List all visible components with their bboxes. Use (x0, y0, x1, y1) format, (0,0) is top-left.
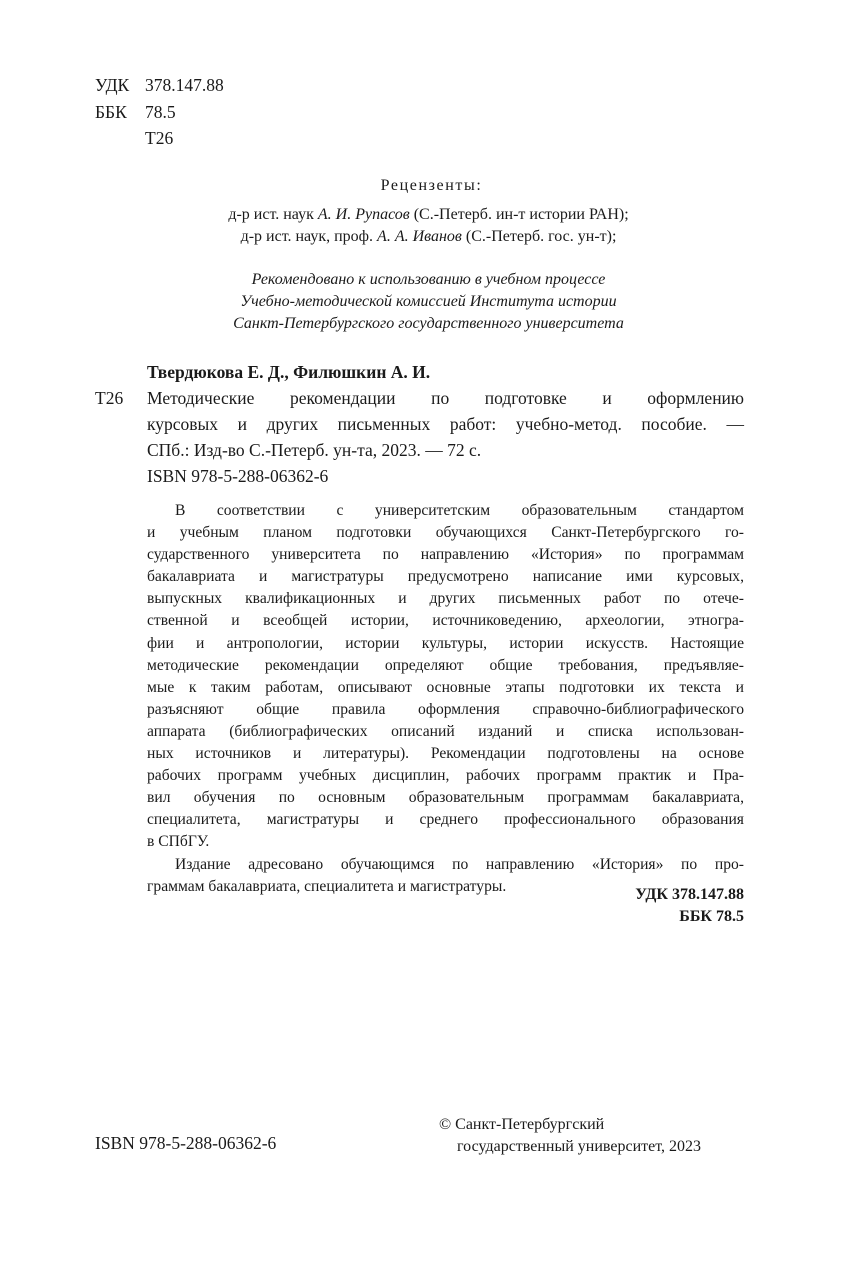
annotation-line: в СПбГУ. (147, 833, 210, 851)
annotation-line: методические рекомендации определяют общие требования, предъявляе- (147, 656, 744, 674)
reviewer-1-name: А. И. Рупасов (317, 206, 410, 223)
annotation-line: В соответствии с университетским образовательным стандартом (175, 502, 744, 519)
classification-block-top (95, 72, 224, 152)
annotation-line: ственной и всеобщей истории, источниковедению, археологии, этногра- (147, 612, 744, 630)
annotation-line: аппарата (библиографических описаний изданий и списка использован- (147, 722, 744, 740)
annotation-line: граммам бакалавриата, специалитета и магистратуры. (147, 877, 507, 895)
annotation-line: разъясняют общие правила оформления справочно-библиографического (147, 700, 744, 718)
bbk-label: ББК (95, 101, 127, 122)
reviewer-2: д-р ист. наук, проф. А. А. Иванов (С.-Петерб. гос. ун-т); (240, 228, 617, 245)
author-mark-record: Т26 (95, 388, 124, 408)
annotation-line: специалитета, магистратуры и среднего профессионального образования (147, 811, 744, 829)
bbk-value: 78.5 (145, 101, 176, 122)
annotation-line: бакалавриата и магистратуры предусмотрено написание ими курсовых, (147, 568, 744, 586)
author-mark: Т26 (145, 128, 174, 148)
udk-value: 378.147.88 (145, 75, 224, 95)
udk-bottom: УДК 378.147.88 (635, 886, 744, 903)
reviewers-title: Рецензенты: (380, 177, 483, 194)
annotation-line: вил обучения по основным образовательным программам бакалавриата, (147, 789, 744, 807)
reviewer-1: д-р ист. наук А. И. Рупасов (С.-Петерб. ин-т истории РАН); (228, 206, 629, 223)
recommendation-block (0, 269, 857, 335)
copyright-line: государственный университет, 2023 (457, 1138, 702, 1155)
copyright-notice (439, 1114, 701, 1158)
reviewers-block (0, 175, 857, 248)
bibliographic-description (147, 385, 744, 489)
recommendation-line: Санкт-Петербургского государственного университета (233, 315, 624, 332)
annotation-line: фии и антропологии, истории культуры, истории искусств. Настоящие (147, 634, 744, 652)
annotation-line: и учебным планом подготовки обучающихся Санкт-Петербургского го- (147, 524, 744, 542)
annotation-line: мые к таким работам, описывают основные этапы подготовки их текста и (147, 678, 744, 696)
footer-isbn: ISBN 978-5-288-06362-6 (95, 1133, 277, 1153)
annotation-line: сударственного университета по направлению «История» по программам (147, 546, 744, 564)
biblio-line: СПб.: Изд-во С.-Петерб. ун-та, 2023. — 72 с. (147, 440, 482, 460)
annotation-line: ных источников и литературы). Рекомендации подготовлены на основе (147, 745, 744, 763)
udk-label: УДК (95, 75, 130, 95)
biblio-line: курсовых и других письменных работ: учебно-метод. пособие. — (147, 414, 744, 434)
recommendation-line: Учебно-методической комиссией Института истории (240, 293, 617, 310)
annotation-line: рабочих программ учебных дисциплин, рабочих программ практик и Пра- (147, 767, 744, 785)
classification-block-bottom (635, 884, 744, 928)
biblio-isbn: ISBN 978-5-288-06362-6 (147, 466, 329, 486)
reviewer-2-name: А. А. Иванов (377, 228, 462, 245)
annotation (147, 500, 744, 898)
copyright-line: © Санкт-Петербургский (439, 1116, 605, 1133)
bbk-bottom: ББК 78.5 (679, 908, 744, 925)
biblio-line: Методические рекомендации по подготовке и оформлению (147, 388, 744, 408)
authors-heading: Твердюкова Е. Д., Филюшкин А. И. (147, 362, 431, 382)
annotation-line: Издание адресовано обучающимся по направлению «История» по про- (175, 855, 744, 873)
recommendation-line: Рекомендовано к использованию в учебном процессе (251, 271, 606, 288)
annotation-line: выпускных квалификационных и других письменных работ по отече- (147, 590, 744, 608)
